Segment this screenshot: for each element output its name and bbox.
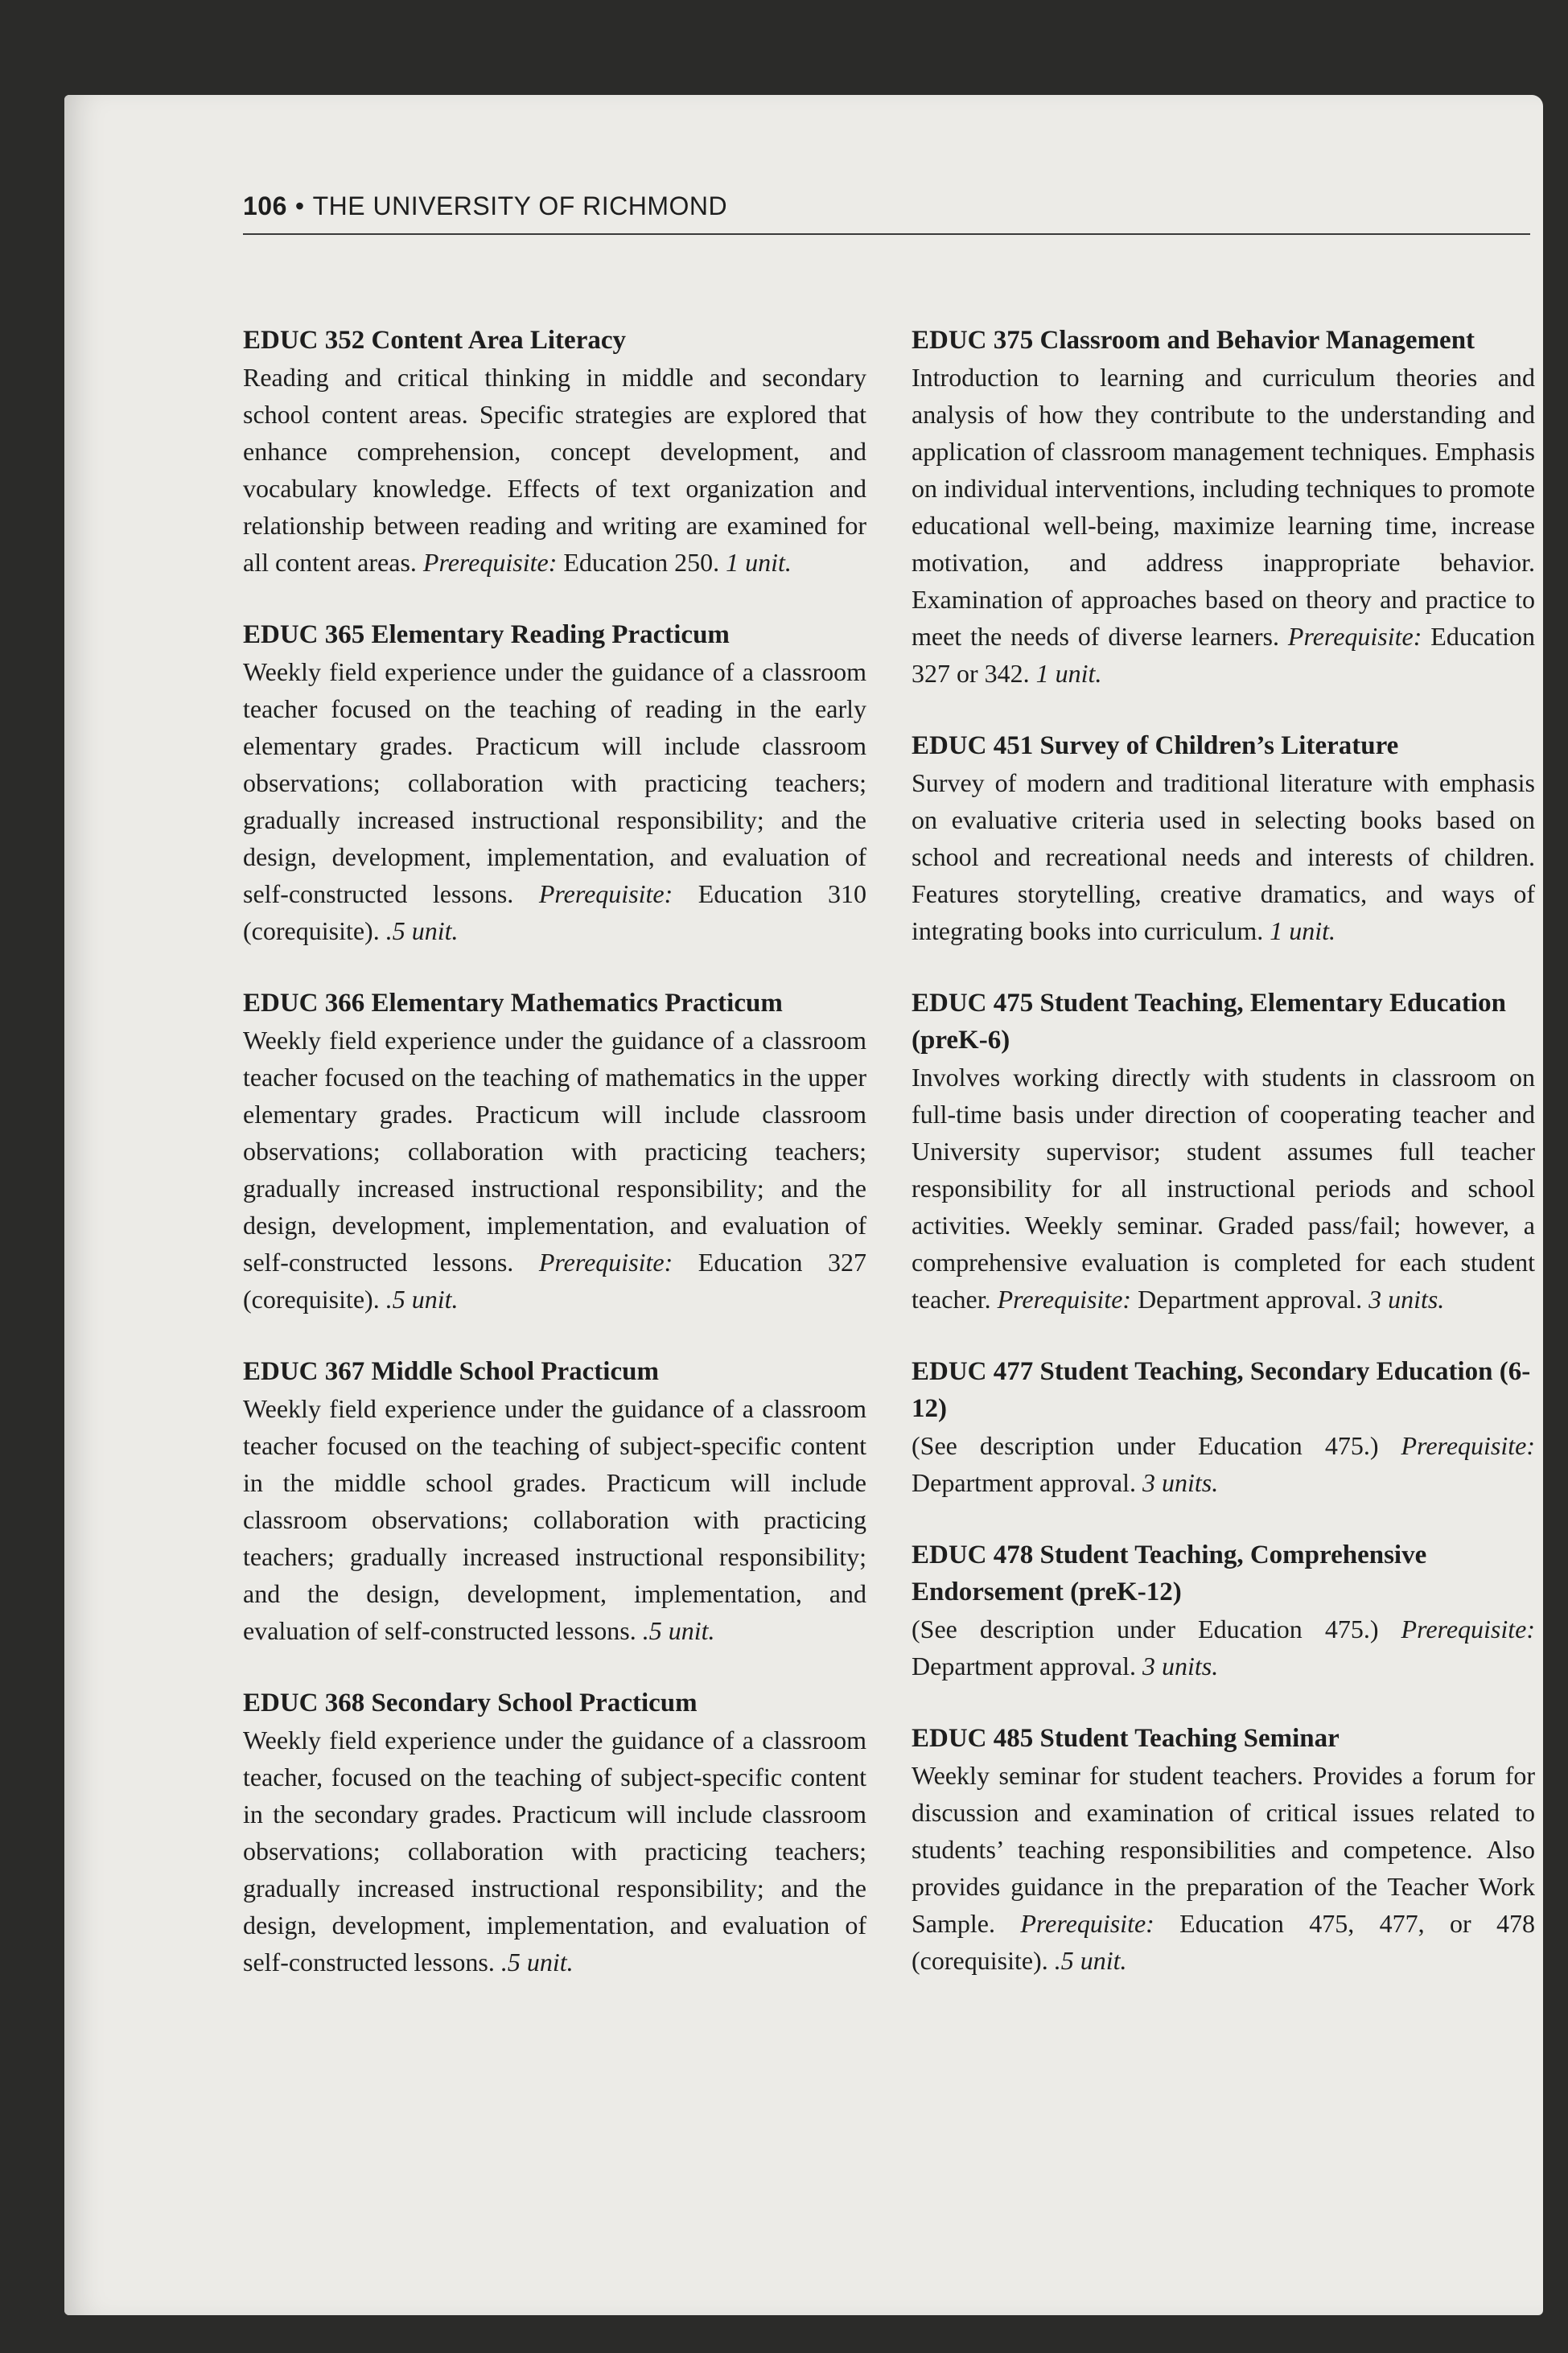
- prerequisite-label: Prerequisite:: [1020, 1909, 1154, 1938]
- prerequisite-label: Prerequisite:: [538, 1248, 673, 1277]
- course-entry: [243, 1353, 866, 1649]
- course-title: EDUC 375 Classroom and Behavior Management: [912, 326, 1475, 355]
- description-text: (See description under Education 475.): [912, 1615, 1379, 1643]
- course-description: [912, 764, 1535, 949]
- prerequisite-label: Prerequisite:: [1287, 622, 1422, 651]
- prerequisite-label: Prerequisite:: [1401, 1615, 1535, 1643]
- course-units: .5 unit.: [642, 1616, 715, 1645]
- header-rule: [243, 233, 1530, 235]
- description-text: Introduction to learning and curriculum theories and analysis of how they contribute to the understanding and application of classroom management techniques. Emphasis on individual interventions, including techniques to promote educational well-being, maximize learning time, increase motivation, and address inappropriate behavior. Examination of approaches based on theory and practice to meet the needs of diverse learners.: [912, 363, 1535, 651]
- course-title: EDUC 485 Student Teaching Seminar: [912, 1724, 1340, 1753]
- course-description: [243, 1722, 866, 1981]
- left-column: [243, 322, 866, 2016]
- prerequisite-label: Prerequisite:: [422, 548, 558, 577]
- course-description: [912, 1427, 1535, 1501]
- course-title: EDUC 368 Secondary School Practicum: [243, 1689, 698, 1717]
- description-text: Involves working directly with students in classroom on full-time basis under direction of cooperating teacher and University supervisor; student assumes full teacher responsibility for all instructional periods and school activities. Weekly seminar. Graded pass/fail; however, a comprehensive evaluation is completed for each student teacher.: [912, 1063, 1535, 1314]
- description-text: Reading and critical thinking in middle and secondary school content areas. Specific strategies are explored that enhance comprehension, concept development, and vocabulary knowledge. Effects of text organization and relationship between reading and writing are examined for all content areas.: [243, 363, 866, 577]
- course-title: EDUC 365 Elementary Reading Practicum: [243, 620, 730, 649]
- prerequisite-text: Department approval.: [912, 1468, 1136, 1497]
- course-units: 3 units.: [1142, 1652, 1219, 1680]
- description-text: Weekly field experience under the guidance of a classroom teacher focused on the teaching of reading in the early elementary grades. Practicum will include classroom observations; collaboration with practicing teachers; gradually increased instructional responsibility; and the design, development, implementation, and evaluation of self-constructed lessons.: [243, 657, 866, 908]
- course-entry: [912, 985, 1535, 1318]
- course-units: 1 unit.: [1270, 916, 1336, 945]
- description-text: Weekly field experience under the guidance of a classroom teacher focused on the teaching of mathematics in the upper elementary grades. Practicum will include classroom observations; collaboration with practicing teachers; gradually increased instructional responsibility; and the design, development, implementation, and evaluation of self-constructed lessons.: [243, 1026, 866, 1277]
- course-units: 1 unit.: [1035, 659, 1102, 688]
- prerequisite-text: Education 327 or 342.: [912, 622, 1536, 688]
- course-description: [912, 1059, 1535, 1318]
- course-description: [912, 1757, 1535, 1979]
- header-title: THE UNIVERSITY OF RICHMOND: [312, 191, 728, 220]
- course-entry: [912, 1720, 1535, 1979]
- course-title: EDUC 352 Content Area Literacy: [243, 326, 626, 355]
- prerequisite-text: Education 250.: [563, 548, 720, 577]
- course-title: EDUC 367 Middle School Practicum: [243, 1357, 659, 1386]
- course-title: EDUC 451 Survey of Children’s Literature: [912, 731, 1399, 760]
- course-title: EDUC 477 Student Teaching, Secondary Education (6-12): [912, 1357, 1531, 1423]
- course-description: [243, 653, 866, 949]
- course-description: [243, 359, 866, 581]
- course-units: .5 unit.: [500, 1948, 574, 1977]
- course-units: 1 unit.: [726, 548, 792, 577]
- course-entry: [912, 1353, 1535, 1501]
- page-number: 106: [243, 191, 287, 220]
- header-separator: •: [294, 191, 305, 220]
- course-units: .5 unit.: [385, 916, 459, 945]
- course-entry: [243, 1685, 866, 1981]
- description-text: Weekly seminar for student teachers. Provides a forum for discussion and examination of critical issues related to students’ teaching responsibilities and competence. Also provides guidance in the preparation of the Teacher Work Sample.: [912, 1761, 1535, 1938]
- course-description: [912, 359, 1535, 692]
- prerequisite-text: Education 475, 477, or 478 (corequisite).: [912, 1909, 1535, 1975]
- course-units: 3 units.: [1368, 1285, 1445, 1314]
- prerequisite-label: Prerequisite:: [1401, 1431, 1535, 1460]
- course-title: EDUC 366 Elementary Mathematics Practicum: [243, 989, 783, 1018]
- description-text: Weekly field experience under the guidance of a classroom teacher, focused on the teaching of subject-specific content in the secondary grades. Practicum will include classroom observations; collaboration with practicing teachers; gradually increased instructional responsibility; and the design, development, implementation, and evaluation of self-constructed lessons.: [243, 1726, 866, 1977]
- course-entry: [912, 322, 1535, 692]
- course-entry: [912, 1536, 1535, 1685]
- course-entry: [243, 322, 866, 581]
- course-entry: [243, 616, 866, 949]
- right-column: [912, 322, 1535, 2014]
- description-text: (See description under Education 475.): [912, 1431, 1379, 1460]
- description-text: Weekly field experience under the guidance of a classroom teacher focused on the teaching of subject-specific content in the middle school grades. Practicum will include classroom observations; collaboration with practicing teachers; gradually increased instructional responsibility; and the design, development, implementation, and evaluation of self-constructed lessons.: [243, 1394, 866, 1645]
- course-title: EDUC 475 Student Teaching, Elementary Education (preK-6): [912, 989, 1506, 1055]
- prerequisite-text: Department approval.: [1138, 1285, 1363, 1314]
- course-description: [243, 1390, 866, 1649]
- prerequisite-text: Education 327 (corequisite).: [243, 1248, 867, 1314]
- prerequisite-label: Prerequisite:: [538, 879, 673, 908]
- course-description: [912, 1610, 1535, 1685]
- prerequisite-label: Prerequisite:: [997, 1285, 1132, 1314]
- course-units: .5 unit.: [1054, 1946, 1127, 1975]
- description-text: Survey of modern and traditional literature with emphasis on evaluative criteria used in selecting books based on school and recreational needs and interests of children. Features storytelling, creative dramatics, and ways of integrating books into curriculum.: [912, 768, 1535, 945]
- course-description: [243, 1022, 866, 1318]
- course-entry: [243, 985, 866, 1318]
- course-title: EDUC 478 Student Teaching, Comprehensive Endorsement (preK-12): [912, 1541, 1427, 1606]
- prerequisite-text: Education 310 (corequisite).: [243, 879, 867, 945]
- prerequisite-text: Department approval.: [912, 1652, 1136, 1680]
- course-units: .5 unit.: [385, 1285, 459, 1314]
- course-entry: [912, 727, 1535, 949]
- page-header: [243, 191, 727, 221]
- course-units: 3 units.: [1142, 1468, 1219, 1497]
